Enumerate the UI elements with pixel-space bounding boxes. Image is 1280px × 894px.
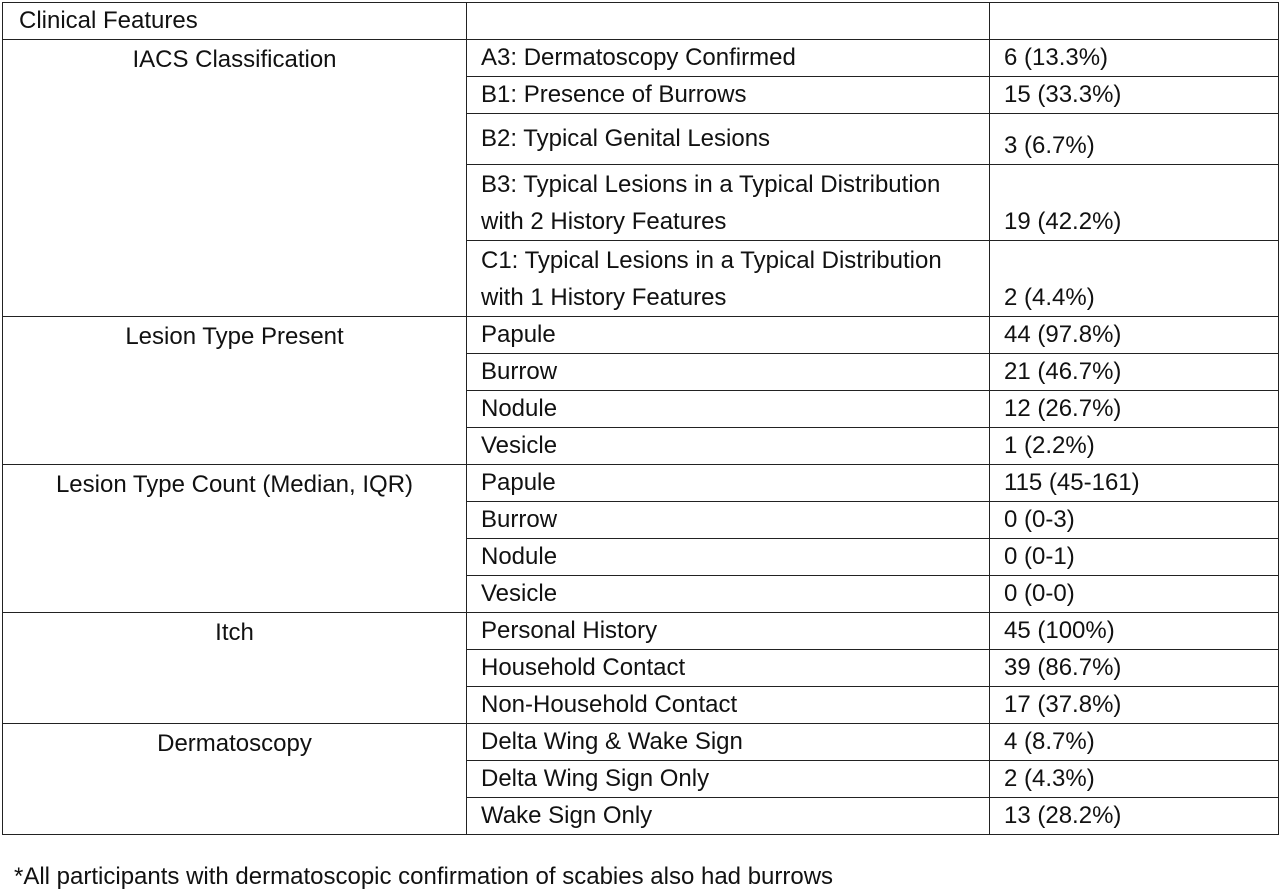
feature-cell: Delta Wing Sign Only [467,761,990,798]
value-cell: 0 (0-0) [990,576,1279,613]
feature-cell: Nodule [467,391,990,428]
value-cell: 0 (0-3) [990,502,1279,539]
feature-cell: Non-Household Contact [467,687,990,724]
value-cell: 45 (100%) [990,613,1279,650]
header-cell-value [990,3,1279,40]
value-cell: 21 (46.7%) [990,354,1279,391]
feature-cell: Household Contact [467,650,990,687]
value-cell: 12 (26.7%) [990,391,1279,428]
value-cell: 0 (0-1) [990,539,1279,576]
value-cell: 15 (33.3%) [990,77,1279,114]
table-row [3,465,1279,502]
value-cell: 115 (45-161) [990,465,1279,502]
value-cell: 44 (97.8%) [990,317,1279,354]
feature-cell: B3: Typical Lesions in a Typical Distribution with 2 History Features [467,165,990,241]
value-cell: 4 (8.7%) [990,724,1279,761]
table-header-row [3,3,1279,40]
group-label-itch: Itch [3,613,467,724]
value-cell: 19 (42.2%) [990,165,1279,241]
feature-cell: Papule [467,465,990,502]
value-cell: 13 (28.2%) [990,798,1279,835]
feature-cell: Burrow [467,502,990,539]
value-cell: 2 (4.3%) [990,761,1279,798]
value-cell: 3 (6.7%) [990,114,1279,165]
value-cell: 17 (37.8%) [990,687,1279,724]
feature-cell: Wake Sign Only [467,798,990,835]
value-cell: 2 (4.4%) [990,241,1279,317]
value-cell: 1 (2.2%) [990,428,1279,465]
header-cell-feature [467,3,990,40]
clinical-features-table [2,2,1279,835]
feature-cell: Vesicle [467,428,990,465]
group-label-iacs: IACS Classification [3,40,467,317]
table-footnote: *All participants with dermatoscopic confirmation of scabies also had burrows [14,863,834,890]
value-cell: 39 (86.7%) [990,650,1279,687]
table-row [3,317,1279,354]
group-label-lesion-present: Lesion Type Present [3,317,467,465]
table-title: Clinical Features [3,3,467,40]
feature-cell: Delta Wing & Wake Sign [467,724,990,761]
feature-cell: C1: Typical Lesions in a Typical Distribution with 1 History Features [467,241,990,317]
feature-cell: B2: Typical Genital Lesions [467,114,990,165]
value-cell: 6 (13.3%) [990,40,1279,77]
table-row [3,724,1279,761]
table-row [3,613,1279,650]
group-label-dermatoscopy: Dermatoscopy [3,724,467,835]
feature-cell: Nodule [467,539,990,576]
feature-cell: Papule [467,317,990,354]
feature-cell: Personal History [467,613,990,650]
feature-cell: A3: Dermatoscopy Confirmed [467,40,990,77]
feature-cell: Vesicle [467,576,990,613]
table-row [3,40,1279,77]
feature-cell: B1: Presence of Burrows [467,77,990,114]
feature-cell: Burrow [467,354,990,391]
group-label-lesion-count: Lesion Type Count (Median, IQR) [3,465,467,613]
